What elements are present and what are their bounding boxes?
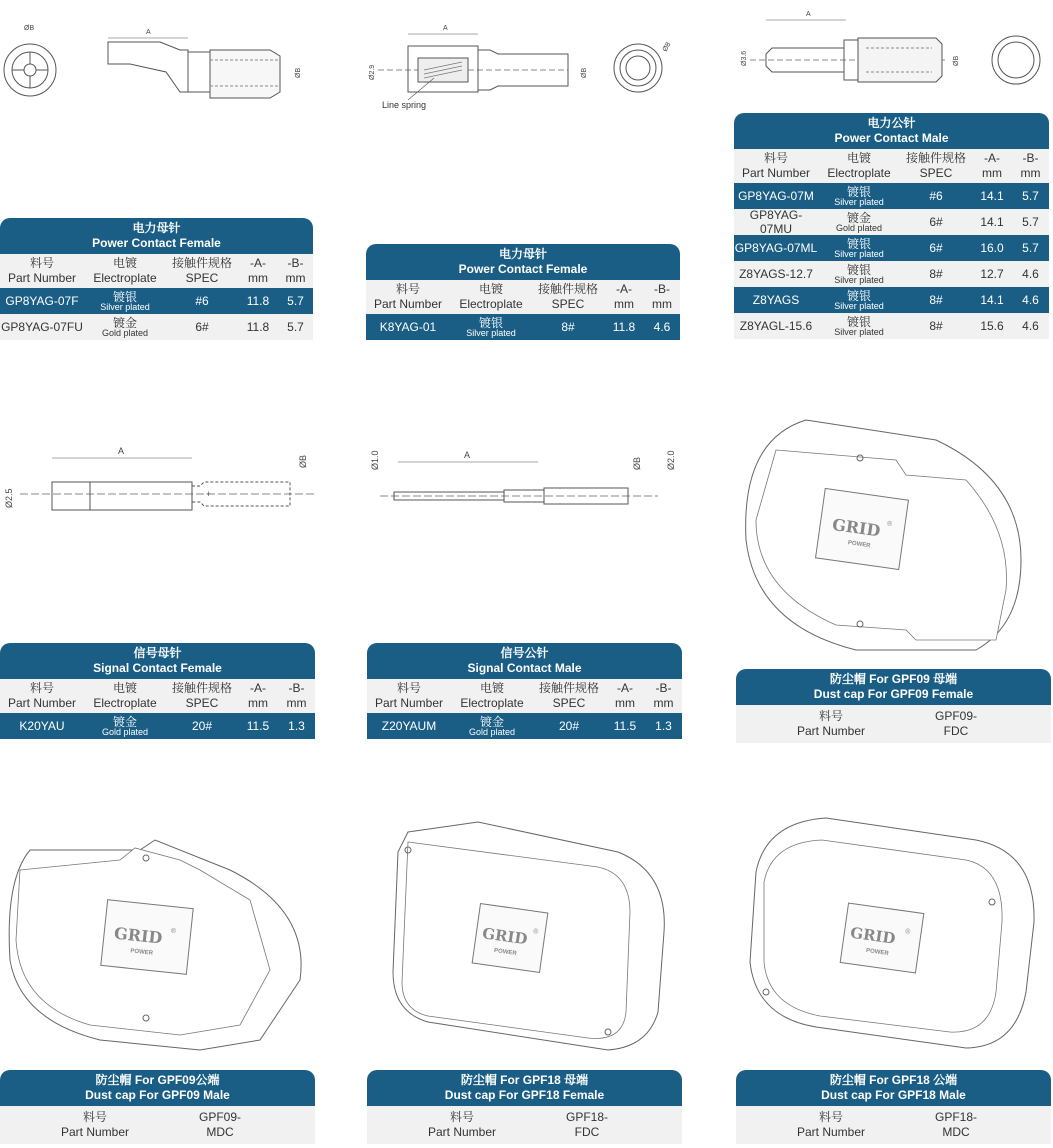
logo-subtext: POWER <box>847 540 871 550</box>
col-plate-en: Electroplate <box>93 271 157 285</box>
cell-part: GP8YAG-07FU <box>1 320 83 334</box>
label-en: Part Number <box>60 1125 130 1139</box>
table-header <box>734 113 1049 149</box>
dim-label: Ø2.9 <box>369 64 376 80</box>
title-cn: 电力公针 <box>867 116 916 130</box>
table-row <box>734 313 1049 339</box>
label-cn: 料号 <box>82 1110 107 1124</box>
cell-spec: 6# <box>195 320 209 334</box>
col-a: -A- <box>616 282 632 296</box>
column-headers <box>734 149 1049 183</box>
dim-label: Ø1.0 <box>370 450 380 470</box>
title-cn: 信号公针 <box>500 646 549 660</box>
col-b-unit: mm <box>286 696 307 710</box>
col-plate-en: Electroplate <box>827 166 891 180</box>
dim-label: ØB <box>298 454 308 468</box>
col-part-en: Part Number <box>741 166 811 180</box>
title-cn: 电力母针 <box>498 247 547 261</box>
col-part-cn: 料号 <box>29 256 54 270</box>
title-cn: 电力母针 <box>132 221 181 235</box>
col-spec-en: SPEC <box>185 696 219 710</box>
dim-label: Ø2.0 <box>666 450 676 470</box>
dim-label: + <box>206 489 212 499</box>
label-en: Part Number <box>427 1125 497 1139</box>
cell-spec: 8# <box>929 293 943 307</box>
cell-a: 11.8 <box>246 320 270 334</box>
dim-label: Ø3.6 <box>741 50 748 66</box>
table-row <box>0 713 315 739</box>
cell-plate-cn: 镀银 <box>846 314 871 329</box>
cell-part: Z8YAGS <box>752 293 800 307</box>
col-plate-en: Electroplate <box>459 297 523 311</box>
col-spec-cn: 接触件规格 <box>538 681 599 695</box>
cell-part: K8YAG-01 <box>379 320 437 334</box>
cell-plate-en: Silver plated <box>100 301 150 312</box>
power-male-drawing <box>736 4 1051 104</box>
col-spec-cn: 接触件规格 <box>905 151 966 165</box>
col-a-unit: mm <box>248 696 268 710</box>
cell-a: 11.5 <box>613 719 637 733</box>
col-plate-cn: 电镀 <box>112 256 137 270</box>
dim-label: ØB <box>953 55 960 66</box>
title-en: Dust cap For GPF18 Male <box>821 1088 966 1102</box>
table-header <box>0 218 313 254</box>
title-en: Signal Contact Male <box>467 661 582 675</box>
col-part-cn: 料号 <box>396 681 421 695</box>
table-row <box>734 183 1049 209</box>
table-header <box>367 1070 682 1106</box>
signal-contact-male-table <box>367 643 682 739</box>
cell-b: 5.7 <box>1022 241 1039 255</box>
title-en: Power Contact Male <box>834 131 949 145</box>
dust-cap-gpf09-female-drawing <box>736 410 1026 660</box>
cell-plate-en: Gold plated <box>835 222 883 233</box>
part-number-value: GPF18-FDC <box>565 1110 608 1139</box>
dim-label: ØB <box>632 456 642 470</box>
cell-spec: 20# <box>558 719 580 733</box>
cell-b: 5.7 <box>287 294 304 308</box>
col-a: -A- <box>984 151 1000 165</box>
part-number-value: GPF18-MDC <box>934 1110 977 1139</box>
cell-plate-en: Gold plated <box>101 327 149 338</box>
cell-part: GP8YAG-07ML <box>734 241 818 255</box>
cell-plate-en: Gold plated <box>468 726 516 737</box>
col-plate-en: Electroplate <box>460 696 524 710</box>
table-header <box>736 669 1051 705</box>
col-part-en: Part Number <box>7 271 77 285</box>
dim-label: ØB <box>581 67 588 78</box>
col-b: -B- <box>287 256 304 270</box>
dust-cap-gpf09-female-table <box>736 669 1051 743</box>
dim-label: Ø8 <box>661 41 673 53</box>
cell-part: GP8YAG-07MU <box>749 208 803 236</box>
cell-plate-cn: 镀银 <box>846 288 871 303</box>
table-row <box>0 1106 315 1144</box>
power-contact-female-table-1 <box>0 218 313 340</box>
dim-label: A <box>146 29 151 36</box>
line-spring-note: Line spring <box>382 100 427 110</box>
table-row <box>367 1106 682 1144</box>
col-a: -A- <box>250 256 266 270</box>
table-row <box>736 1106 1051 1144</box>
cell-a: 11.5 <box>246 719 270 733</box>
col-b-unit: mm <box>653 696 674 710</box>
column-headers <box>0 254 313 288</box>
cell-plate-en: Silver plated <box>834 300 884 311</box>
dim-label: ØB <box>24 25 35 32</box>
title-en: Power Contact Female <box>458 262 588 276</box>
table-row <box>367 713 682 739</box>
logo-text: GRID <box>481 924 529 949</box>
cell-a: 14.1 <box>980 293 1004 307</box>
dim-label: A <box>806 11 811 18</box>
table-row <box>734 235 1049 261</box>
column-headers <box>366 280 680 314</box>
cell-part: Z20YAUM <box>381 719 437 733</box>
cell-a: 14.1 <box>980 215 1004 229</box>
dim-label: A <box>464 450 471 460</box>
cell-plate-en: Silver plated <box>834 274 884 285</box>
col-spec-en: SPEC <box>552 696 586 710</box>
col-part-cn: 料号 <box>395 282 420 296</box>
dust-cap-gpf09-male-table <box>0 1070 315 1144</box>
col-b: -B- <box>655 681 672 695</box>
cell-spec: 8# <box>561 320 575 334</box>
title-cn: 防尘帽 For GPF18 公端 <box>829 1073 958 1087</box>
table-header <box>736 1070 1051 1106</box>
power-female-drawing-2 <box>368 20 688 120</box>
dim-label: Ø2.5 <box>4 488 14 508</box>
power-contact-female-table-2 <box>366 244 680 340</box>
dust-cap-gpf09-male-drawing <box>0 830 320 1060</box>
cell-b: 5.7 <box>1022 189 1039 203</box>
logo-subtext: POWER <box>865 947 889 958</box>
column-headers <box>0 679 315 713</box>
part-number-value: GPF09-FDC <box>934 709 977 738</box>
table-row <box>734 261 1049 287</box>
cell-plate-cn: 镀银 <box>112 289 137 304</box>
col-plate-en: Electroplate <box>93 696 157 710</box>
cell-spec: 6# <box>929 241 943 255</box>
col-spec-cn: 接触件规格 <box>171 256 232 270</box>
power-female-drawing-1 <box>0 20 320 110</box>
title-cn: 防尘帽 For GPF09公端 <box>95 1073 220 1087</box>
cell-plate-en: Silver plated <box>834 196 884 207</box>
label-en: Part Number <box>796 1125 866 1139</box>
col-plate-cn: 电镀 <box>112 681 137 695</box>
cell-plate-cn: 镀银 <box>846 184 871 199</box>
cell-a: 16.0 <box>980 241 1004 255</box>
col-part-en: Part Number <box>374 696 444 710</box>
col-spec-en: SPEC <box>185 271 219 285</box>
table-row <box>366 314 680 340</box>
col-spec-en: SPEC <box>551 297 585 311</box>
cell-b: 1.3 <box>288 719 305 733</box>
col-part-en: Part Number <box>7 696 77 710</box>
col-spec-en: SPEC <box>919 166 953 180</box>
cell-plate-en: Gold plated <box>101 726 149 737</box>
col-b-unit: mm <box>652 297 672 311</box>
col-spec-cn: 接触件规格 <box>171 681 232 695</box>
dust-cap-gpf18-female-table <box>367 1070 682 1144</box>
cell-part: GP8YAG-07M <box>738 189 814 203</box>
table-row <box>734 209 1049 235</box>
dust-cap-gpf18-male-table <box>736 1070 1051 1144</box>
label-cn: 料号 <box>449 1110 474 1124</box>
cell-plate-en: Silver plated <box>466 327 516 338</box>
cell-b: 4.6 <box>1022 319 1039 333</box>
col-b: -B- <box>654 282 670 296</box>
title-en: Signal Contact Female <box>93 661 222 675</box>
cell-a: 15.6 <box>980 319 1004 333</box>
title-cn: 防尘帽 For GPF18 母端 <box>460 1073 589 1087</box>
logo-subtext: POWER <box>493 947 517 958</box>
table-header <box>366 244 680 280</box>
logo-mark: ® <box>532 928 539 936</box>
dim-label: A <box>443 25 448 32</box>
label-en: Part Number <box>796 724 866 738</box>
signal-female-drawing <box>0 440 320 520</box>
cell-b: 4.6 <box>653 320 671 334</box>
dim-label: ØB <box>295 67 302 78</box>
col-plate-cn: 电镀 <box>479 681 504 695</box>
col-b-unit: mm <box>285 271 306 285</box>
title-en: Power Contact Female <box>92 236 221 250</box>
cell-b: 1.3 <box>655 719 672 733</box>
col-a-unit: mm <box>248 271 268 285</box>
cell-spec: 8# <box>929 319 943 333</box>
cell-part: GP8YAG-07F <box>5 294 79 308</box>
cell-a: 11.8 <box>246 294 270 308</box>
col-a-unit: mm <box>614 297 634 311</box>
col-b: -B- <box>288 681 305 695</box>
cell-b: 4.6 <box>1022 293 1039 307</box>
col-part-en: Part Number <box>373 297 443 311</box>
cell-plate-cn: 镀银 <box>478 315 503 330</box>
col-part-cn: 料号 <box>29 681 54 695</box>
title-en: Dust cap For GPF09 Female <box>813 687 974 701</box>
dust-cap-gpf18-female-drawing <box>368 812 678 1057</box>
cell-part: Z8YAGS-12.7 <box>739 267 813 281</box>
col-a: -A- <box>617 681 633 695</box>
cell-plate-cn: 镀金 <box>112 315 137 330</box>
title-en: Dust cap For GPF18 Female <box>444 1088 605 1102</box>
col-plate-cn: 电镀 <box>478 282 503 296</box>
col-spec-cn: 接触件规格 <box>537 282 598 296</box>
table-row <box>0 314 313 340</box>
table-row <box>736 705 1051 743</box>
power-contact-male-table <box>734 113 1049 339</box>
cell-part: K20YAU <box>19 719 65 733</box>
cell-b: 4.6 <box>1022 267 1039 281</box>
cell-plate-cn: 镀金 <box>846 210 871 225</box>
logo-mark: ® <box>904 928 911 936</box>
column-headers <box>367 679 682 713</box>
col-part-cn: 料号 <box>763 151 788 165</box>
cell-spec: 20# <box>191 719 213 733</box>
title-cn: 防尘帽 For GPF09 母端 <box>829 672 958 686</box>
col-a-unit: mm <box>615 696 635 710</box>
table-row <box>734 287 1049 313</box>
cell-spec: #6 <box>195 294 209 308</box>
cell-b: 5.7 <box>1022 215 1039 229</box>
logo-text: GRID <box>831 514 882 541</box>
table-header <box>0 1070 315 1106</box>
col-b: -B- <box>1022 151 1039 165</box>
table-header <box>367 643 682 679</box>
dust-cap-gpf18-male-drawing <box>736 812 1046 1057</box>
col-plate-cn: 电镀 <box>846 151 871 165</box>
dim-label: A <box>118 446 125 456</box>
cell-plate-en: Silver plated <box>834 326 884 337</box>
logo-text: GRID <box>113 923 164 948</box>
logo-text: GRID <box>849 923 897 948</box>
table-row <box>0 288 313 314</box>
table-header <box>0 643 315 679</box>
cell-plate-en: Silver plated <box>834 248 884 259</box>
cell-a: 12.7 <box>980 267 1004 281</box>
cell-a: 14.1 <box>980 189 1004 203</box>
cell-a: 11.8 <box>612 320 636 334</box>
logo-mark: ® <box>886 520 893 529</box>
cell-plate-cn: 镀金 <box>479 714 504 729</box>
signal-male-drawing <box>368 440 688 520</box>
label-cn: 料号 <box>818 1110 843 1124</box>
title-en: Dust cap For GPF09 Male <box>85 1088 230 1102</box>
logo-subtext: POWER <box>130 948 154 957</box>
cell-spec: 6# <box>929 215 943 229</box>
label-cn: 料号 <box>818 709 843 723</box>
cell-spec: #6 <box>929 189 943 203</box>
cell-b: 5.7 <box>287 320 304 334</box>
cell-plate-cn: 镀银 <box>846 236 871 251</box>
cell-plate-cn: 镀银 <box>846 262 871 277</box>
cell-part: Z8YAGL-15.6 <box>739 319 813 333</box>
cell-spec: 8# <box>929 267 943 281</box>
cell-plate-cn: 镀金 <box>112 714 137 729</box>
col-a-unit: mm <box>982 166 1002 180</box>
signal-contact-female-table <box>0 643 315 739</box>
title-cn: 信号母针 <box>133 646 182 660</box>
logo-mark: ® <box>170 927 177 935</box>
col-a: -A- <box>250 681 266 695</box>
part-number-value: GPF09-MDC <box>198 1110 241 1139</box>
col-b-unit: mm <box>1020 166 1041 180</box>
